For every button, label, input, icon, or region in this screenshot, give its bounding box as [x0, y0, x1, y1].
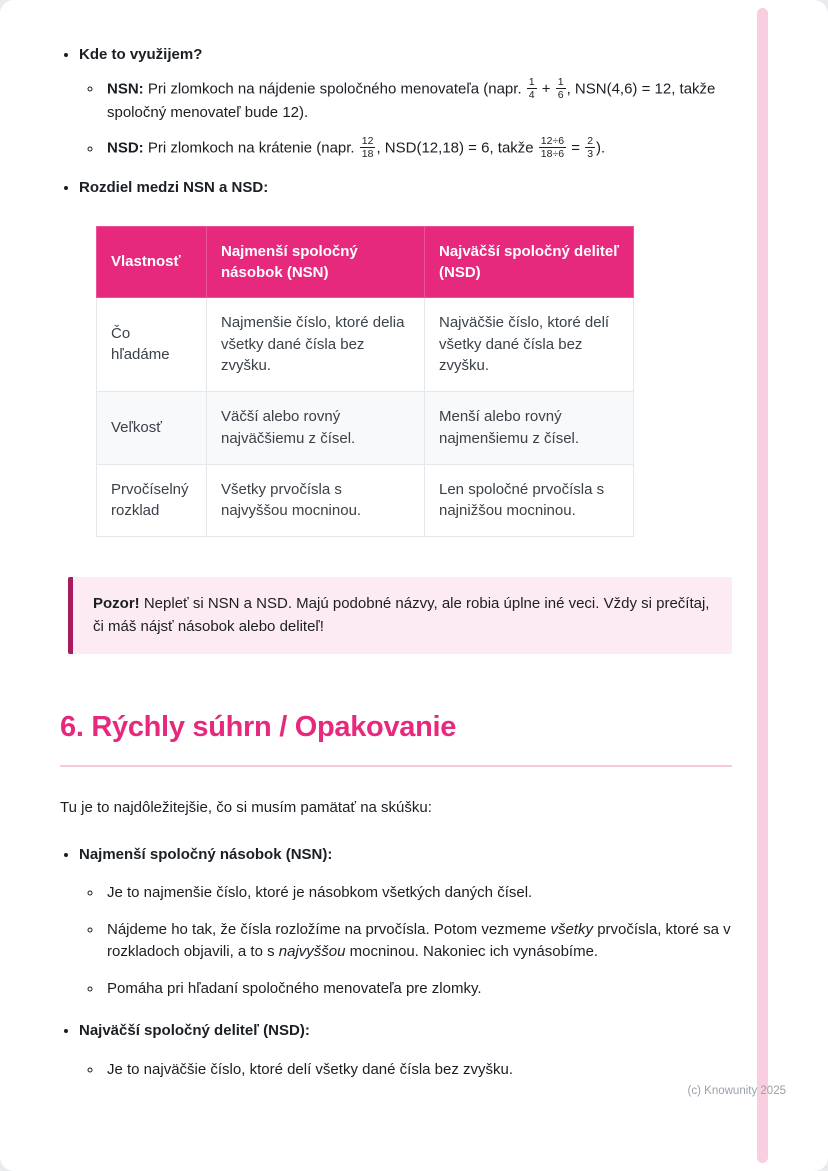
section-divider — [60, 765, 732, 767]
nsd-usage-text-mid: , NSD(12,18) = 6, takže — [376, 139, 538, 157]
fraction-denominator: 18 — [361, 148, 374, 161]
fraction-denominator: 18÷6 — [540, 148, 565, 161]
list-item — [103, 978, 732, 1001]
nsn-summary-point-3: Pomáha pri hľadaní spoločného menovateľa pre zlomky. — [107, 979, 482, 997]
fraction-numerator: 1 — [528, 75, 535, 88]
table-cell: Väčší alebo rovný najväčšiemu z čísel. — [207, 392, 425, 465]
nsd-usage-text-before: Pri zlomkoch na krátenie (napr. — [143, 139, 359, 157]
nsn-summary-point-2c: mocninou. Nakoniec ich vynásobíme. — [345, 943, 599, 960]
nsd-label: NSD: — [107, 139, 144, 157]
warning-callout — [68, 577, 732, 654]
table-cell: Najväčšie číslo, ktoré delí všetky dané čísla bez zvyšku. — [425, 297, 634, 391]
list-item-nsn-usage — [103, 77, 732, 125]
emphasis-najvyssou: najvyššou — [278, 943, 346, 960]
fraction-1-4 — [527, 76, 537, 101]
usage-title: Kde to využijem? — [79, 46, 203, 63]
nsd-usage-text-after: ). — [596, 139, 606, 157]
list-item-nsd-summary — [79, 1020, 732, 1081]
list-item — [103, 1059, 732, 1082]
fraction-12-18 — [360, 135, 376, 160]
list-item — [103, 919, 732, 964]
list-item-difference — [79, 177, 732, 200]
section-heading: 6. Rýchly súhrn / Opakovanie — [60, 710, 457, 743]
callout-label: Pozor! — [93, 595, 140, 612]
nsn-usage-text-after: , NSN(4,6) = 12, takže spoločný menovateľ bude 12). — [107, 80, 716, 121]
fraction-2-3 — [585, 135, 595, 160]
fraction-reduced — [539, 135, 566, 160]
usage-sublist — [79, 77, 732, 162]
table-cell: Veľkosť — [97, 392, 207, 465]
table-row — [97, 297, 634, 391]
nsn-summary-point-2a: Nájdeme ho tak, že čísla rozložíme na prvočísla. Potom vezmeme — [107, 920, 551, 938]
table-cell: Všetky prvočísla s najvyššou mocninou. — [207, 464, 425, 537]
fraction-numerator: 2 — [587, 135, 594, 148]
summary-intro: Tu je to najdôležitejšie, čo si musím pamätať na skúšku: — [60, 799, 432, 816]
nsd-summary-sublist — [79, 1059, 732, 1082]
table-row — [97, 392, 634, 465]
fraction-denominator: 6 — [557, 88, 564, 101]
usage-list — [60, 44, 732, 200]
emphasis-vsetky: všetky — [550, 920, 594, 938]
equals-sign: = — [567, 139, 585, 157]
nsn-summary-point-1: Je to najmenšie číslo, ktoré je násobkom všetkých daných čísel. — [107, 884, 533, 901]
callout-text: Nepleť si NSN a NSD. Majú podobné názvy, ale robia úplne iné veci. Vždy si prečítaj, či máš nájsť násobok alebo deliteľ! — [93, 595, 710, 636]
table-cell: Najmenšie číslo, ktoré delia všetky dané čísla bez zvyšku. — [207, 297, 425, 391]
nsn-usage-text-before: Pri zlomkoch na nájdenie spoločného menovateľa (napr. — [143, 80, 526, 98]
summary-list — [60, 844, 732, 1082]
watermark: (c) Knowunity 2025 — [687, 1085, 786, 1097]
table-cell: Menší alebo rovný najmenšiemu z čísel. — [425, 392, 634, 465]
table-header-cell-nsn: Najmenší spoločný násobok (NSN) — [207, 226, 425, 297]
nsn-label: NSN: — [107, 80, 144, 98]
list-item — [103, 882, 732, 905]
fraction-1-6 — [556, 76, 566, 101]
table-cell: Len spoločné prvočísla s najnižšou mocninou. — [425, 464, 634, 537]
table-header-row — [97, 226, 634, 297]
comparison-table — [96, 226, 634, 537]
list-item-nsn-summary — [79, 844, 732, 1001]
plus-sign: + — [537, 80, 555, 98]
list-item-usage — [79, 44, 732, 161]
fraction-denominator: 3 — [587, 148, 594, 161]
table-header-cell-nsd: Najväčší spoločný deliteľ (NSD) — [425, 226, 634, 297]
table-header-cell-property: Vlastnosť — [97, 226, 207, 297]
fraction-numerator: 12÷6 — [540, 135, 565, 148]
table-cell: Prvočíselný rozklad — [97, 464, 207, 537]
nsd-summary-title: Najväčší spoločný deliteľ (NSD): — [79, 1022, 310, 1039]
nsn-summary-point-2b: prvočísla, ktoré sa v rozkladoch objavili, a to s — [107, 920, 731, 960]
fraction-numerator: 1 — [557, 75, 564, 88]
nsn-summary-sublist — [79, 882, 732, 1000]
fraction-numerator: 12 — [361, 135, 374, 148]
nsd-summary-point-1: Je to najväčšie číslo, ktoré delí všetky dané čísla bez zvyšku. — [107, 1060, 514, 1078]
list-item-nsd-usage — [103, 136, 732, 161]
difference-title: Rozdiel medzi NSN a NSD: — [79, 179, 269, 197]
table-cell: Čo hľadáme — [97, 297, 207, 391]
fraction-denominator: 4 — [528, 88, 535, 101]
nsn-summary-title: Najmenší spoločný násobok (NSN): — [79, 845, 333, 863]
table-row — [97, 464, 634, 537]
